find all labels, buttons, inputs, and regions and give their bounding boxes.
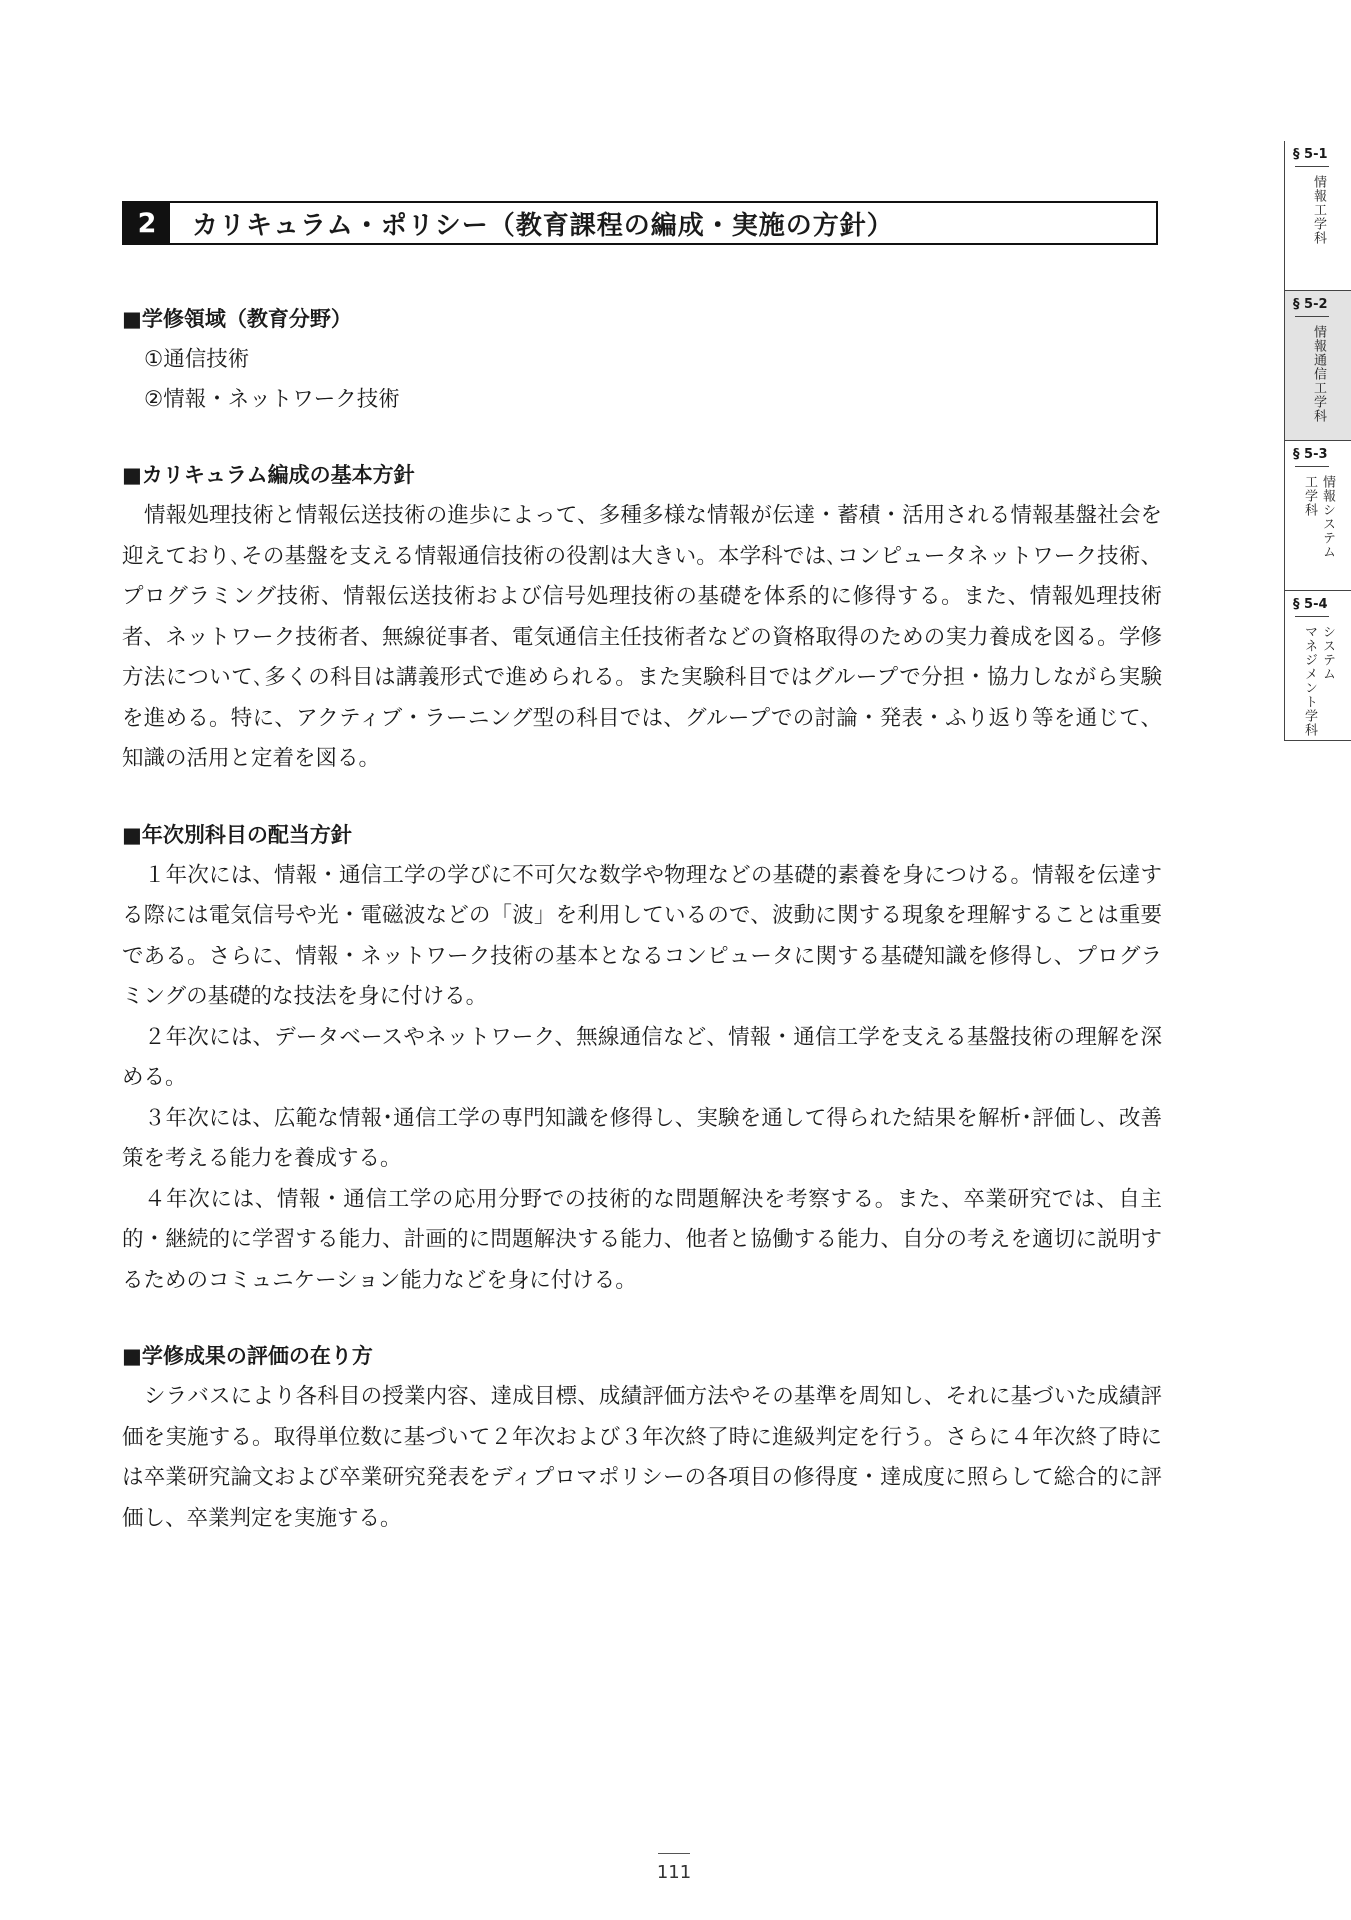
tab-label: マネジメント学科 (1302, 625, 1317, 737)
fields-heading: ■学修領域（教育分野） (122, 307, 352, 331)
yearly-block (122, 814, 1162, 1302)
tab-code: § 5-2 (1293, 297, 1328, 312)
tab-5-2[interactable] (1285, 291, 1351, 441)
tab-label: 工学科 (1302, 475, 1317, 517)
section-header (122, 201, 1158, 245)
tab-label: システム (1320, 625, 1335, 681)
field-item: ①通信技術 (144, 347, 250, 372)
yearly-heading: ■年次別科目の配当方針 (122, 822, 352, 847)
tab-label: 情報通信工学科 (1311, 325, 1326, 423)
tab-code: § 5-4 (1293, 597, 1328, 612)
tab-code: § 5-1 (1293, 147, 1328, 162)
policy-heading: ■カリキュラム編成の基本方針 (122, 463, 415, 487)
page-number: 111 (656, 1862, 692, 1883)
evaluation-heading: ■学修成果の評価の在り方 (122, 1344, 373, 1368)
tab-code: § 5-3 (1293, 447, 1328, 462)
field-item: ②情報・ネットワーク技術 (144, 387, 400, 412)
main-content (122, 298, 1162, 1573)
policy-block (122, 454, 1162, 780)
evaluation-paragraph: シラバスにより各科目の授業内容、達成目標、成績評価方法やその基準を周知し、それに基づいた成績評価を実施する。取得単位数に基づいて２年次および３年次終了時に進級判定を行う。さらに４年次終了時には卒業研究論文および卒業研究発表をディプロマポリシーの各項目の修得度・達成度に照らして総合的に評価し、卒業判定を実施する。 (122, 1384, 1162, 1531)
tab-5-3[interactable] (1285, 441, 1351, 591)
yearly-paragraph-year4: ４年次には、情報・通信工学の応用分野での技術的な問題解決を考察する。また、卒業研究では、自主的・継続的に学習する能力、計画的に問題解決する能力、他者と協働する能力、自分の考えを適切に説明するためのコミュニケーション能力などを身に付ける。 (122, 1186, 1162, 1293)
section-title: カリキュラム・ポリシー（教育課程の編成・実施の方針） (192, 210, 894, 241)
tab-5-1[interactable] (1285, 141, 1351, 291)
tab-label: 情報システム (1320, 475, 1335, 559)
evaluation-block (122, 1335, 1162, 1539)
page-number-rule (658, 1853, 690, 1854)
yearly-paragraph-year1: １年次には、情報・通信工学の学びに不可欠な数学や物理などの基礎的素養を身につける。情報を伝達する際には電気信号や光・電磁波などの「波」を利用しているので、波動に関する現象を理解することは重要である。さらに、情報・ネットワーク技術の基本となるコンピュータに関する基礎知識を修得し、プログラミングの基礎的な技法を身に付ける。 (122, 862, 1162, 1009)
policy-paragraph: 情報処理技術と情報伝送技術の進歩によって、多種多様な情報が伝達・蓄積・活用される情報基盤社会を迎えており､その基盤を支える情報通信技術の役割は大きい。本学科では､コンピュータネットワーク技術、プログラミング技術、情報伝送技術および信号処理技術の基礎を体系的に修得する。また、情報処理技術者、ネットワーク技術者、無線従事者、電気通信主任技術者などの資格取得のための実力養成を図る。学修方法について､多くの科目は講義形式で進められる。また実験科目ではグループで分担・協力しながら実験を進める。特に、アクティブ・ラーニング型の科目では、グループでの討論・発表・ふり返り等を通じて、知識の活用と定着を図る。 (122, 503, 1162, 771)
fields-block (122, 298, 1162, 420)
section-number: 2 (124, 203, 170, 243)
yearly-paragraph-year3: ３年次には、広範な情報･通信工学の専門知識を修得し、実験を通して得られた結果を解析･評価し、改善策を考える能力を養成する。 (122, 1105, 1162, 1171)
tab-5-4[interactable] (1285, 591, 1351, 741)
chapter-tabs (1284, 141, 1351, 741)
yearly-paragraph-year2: ２年次には、データベースやネットワーク、無線通信など、情報・通信工学を支える基盤技術の理解を深める。 (122, 1024, 1162, 1090)
tab-label: 情報工学科 (1311, 175, 1326, 245)
